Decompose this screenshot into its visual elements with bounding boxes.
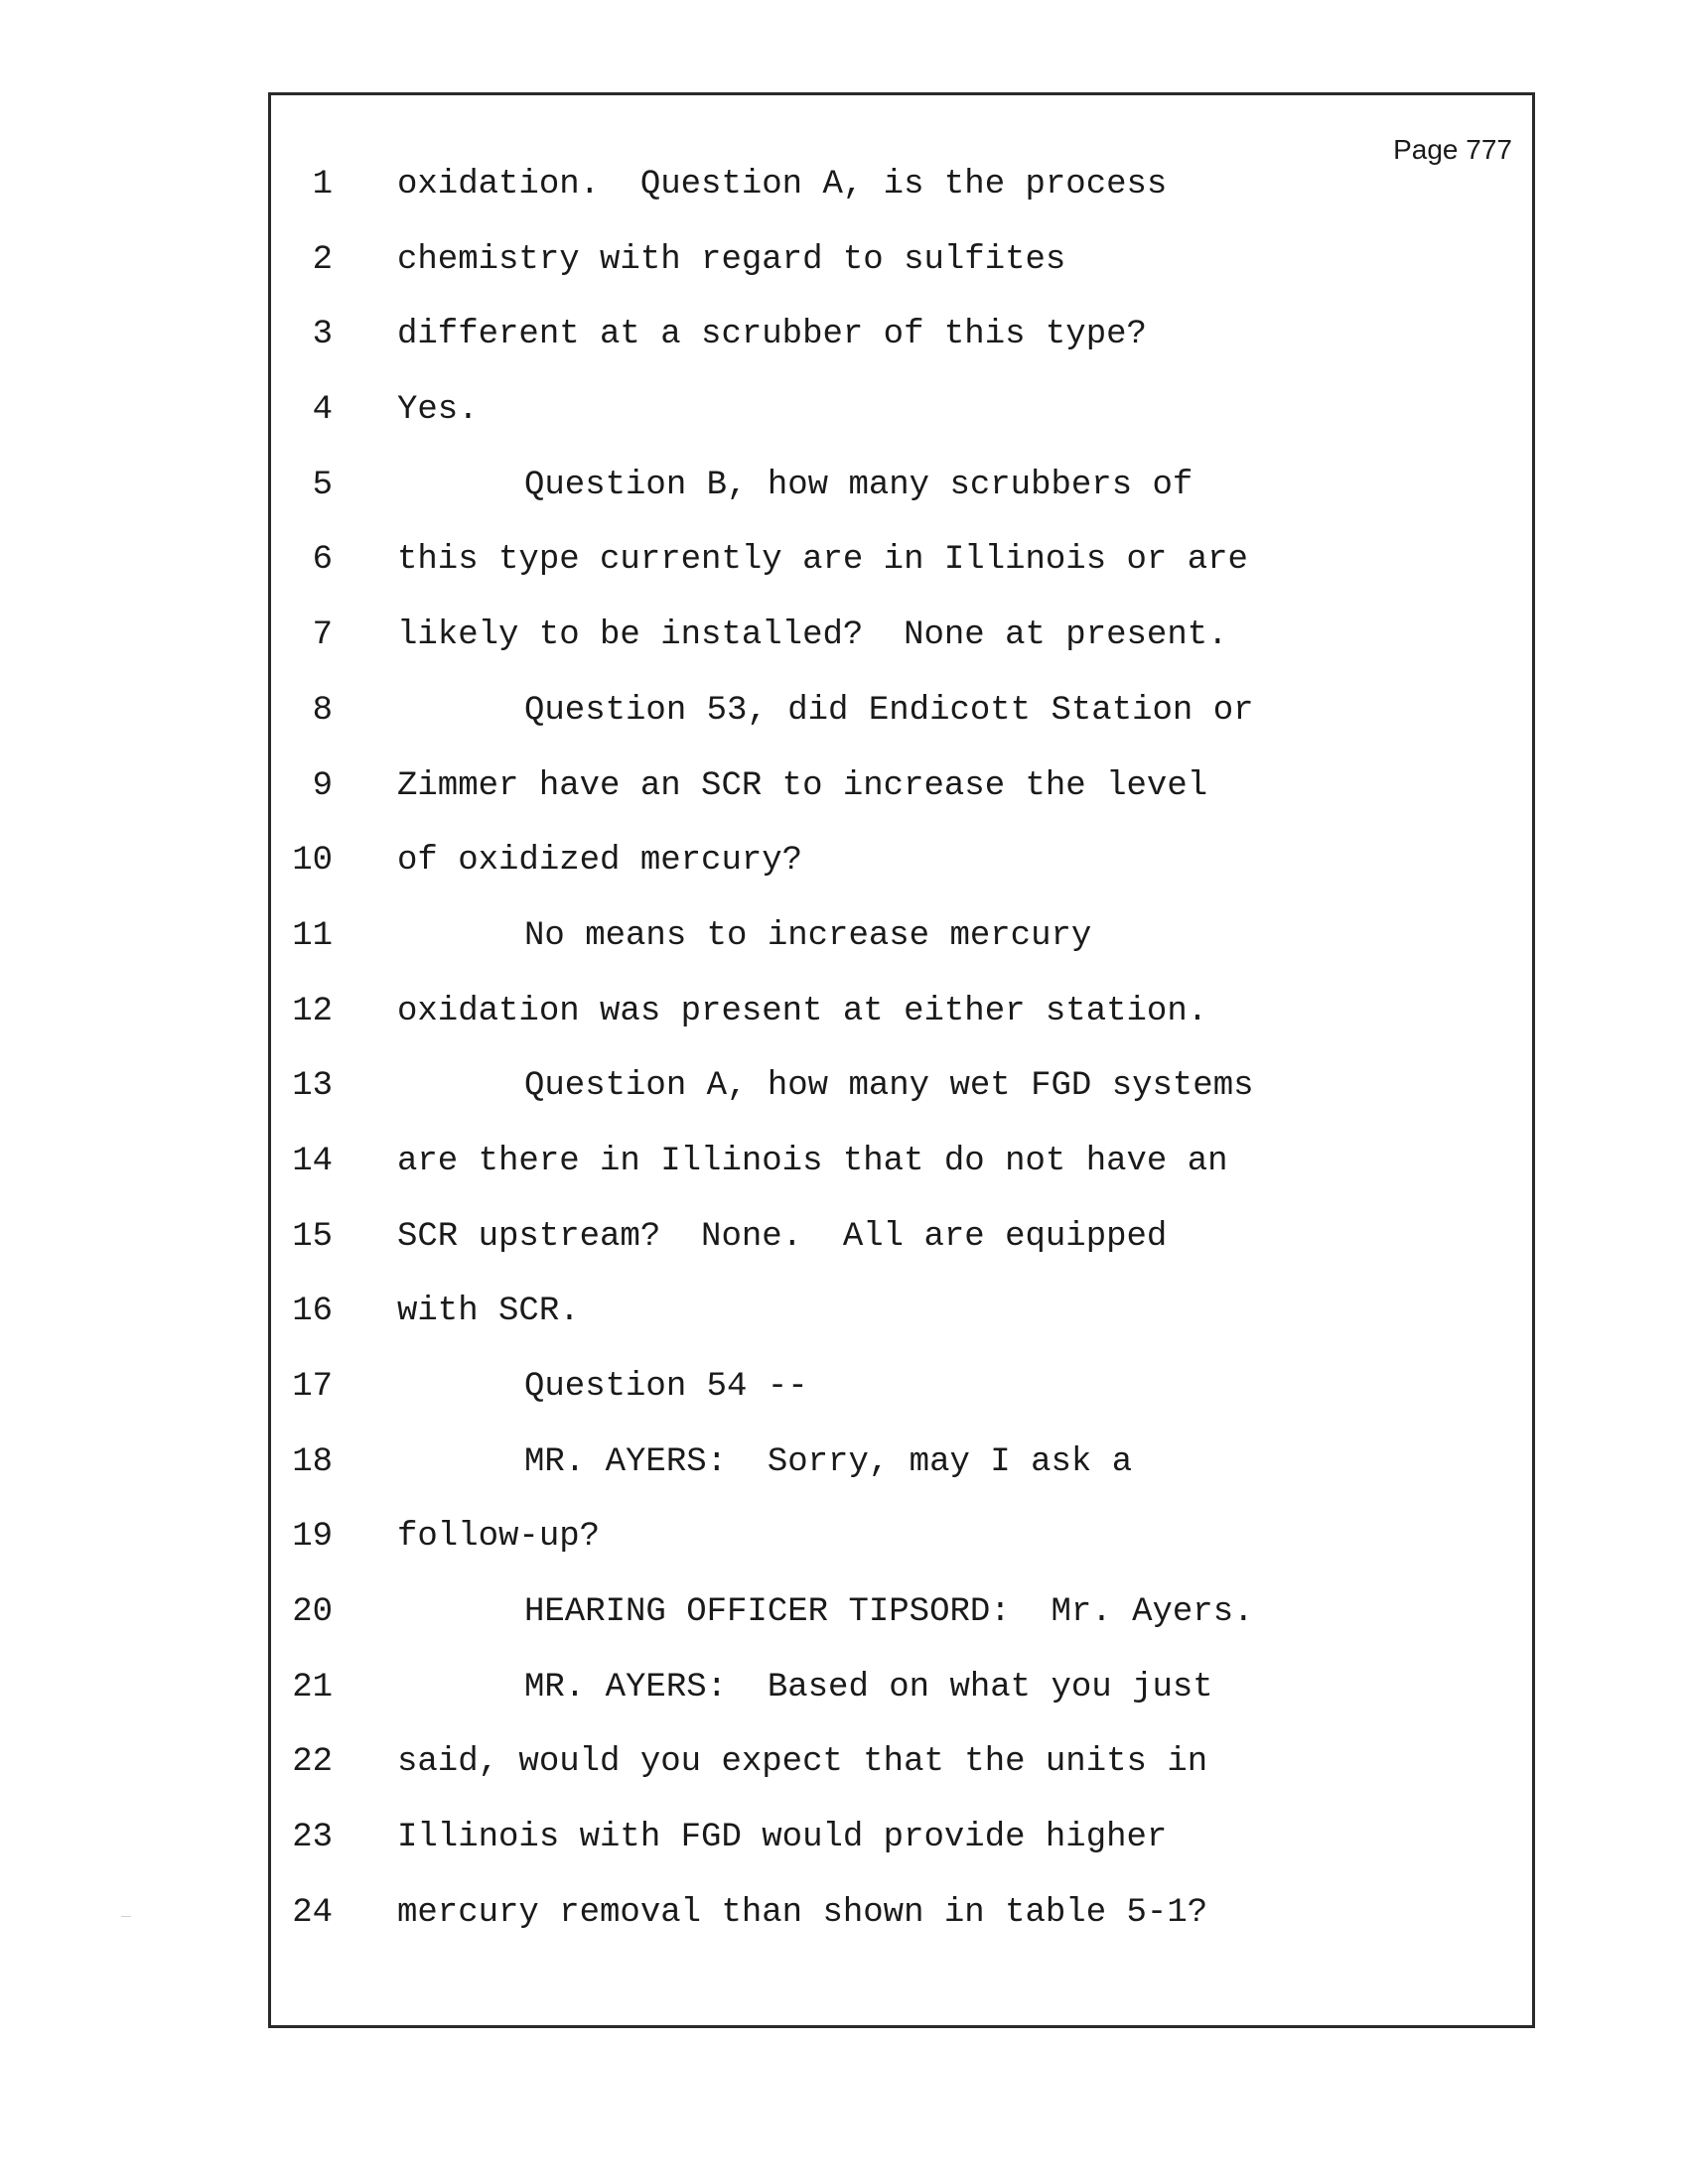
transcript-line	[271, 166, 1532, 241]
transcript-line	[271, 993, 1532, 1068]
line-text: Question 53, did Endicott Station or	[524, 691, 1254, 730]
line-text: Question A, how many wet FGD systems	[524, 1067, 1254, 1106]
transcript-line	[271, 1518, 1532, 1593]
line-text: chemistry with regard to sulfites	[397, 240, 1066, 279]
line-text: are there in Illinois that do not have an	[397, 1142, 1228, 1180]
transcript-line	[271, 1218, 1532, 1294]
line-number: 20	[292, 1593, 333, 1632]
line-number: 18	[292, 1442, 333, 1481]
line-text: this type currently are in Illinois or are	[397, 541, 1248, 580]
line-number: 14	[292, 1142, 333, 1180]
transcript-lines	[271, 166, 1532, 1970]
line-number: 6	[312, 541, 333, 580]
transcript-line	[271, 1067, 1532, 1143]
line-number: 23	[292, 1819, 333, 1857]
line-number: 7	[312, 616, 333, 655]
line-number: 16	[292, 1293, 333, 1331]
line-text: oxidation was present at either station.	[397, 992, 1208, 1030]
line-number: 8	[312, 691, 333, 730]
line-text: Illinois with FGD would provide higher	[397, 1819, 1168, 1857]
line-text: SCR upstream? None. All are equipped	[397, 1217, 1168, 1256]
transcript-line	[271, 541, 1532, 616]
transcript-line	[271, 842, 1532, 917]
line-number: 4	[312, 391, 333, 430]
transcript-line	[271, 917, 1532, 993]
line-number: 2	[312, 240, 333, 279]
line-text: MR. AYERS: Based on what you just	[524, 1668, 1213, 1706]
line-text: with SCR.	[397, 1293, 580, 1331]
line-number: 21	[292, 1668, 333, 1706]
line-number: 10	[292, 842, 333, 881]
line-number: 19	[292, 1518, 333, 1557]
transcript-line	[271, 1894, 1532, 1970]
transcript-line	[271, 1669, 1532, 1744]
transcript-line	[271, 1143, 1532, 1218]
line-text: oxidation. Question A, is the process	[397, 166, 1168, 204]
transcript-line	[271, 316, 1532, 391]
line-number: 22	[292, 1743, 333, 1782]
line-number: 24	[292, 1893, 333, 1932]
line-text: of oxidized mercury?	[397, 842, 803, 881]
line-number: 11	[292, 916, 333, 955]
line-text: Zimmer have an SCR to increase the level	[397, 766, 1208, 805]
line-number: 1	[312, 166, 333, 204]
line-text: mercury removal than shown in table 5-1?	[397, 1893, 1208, 1932]
transcript-page	[268, 92, 1535, 2028]
transcript-line	[271, 1368, 1532, 1443]
transcript-line	[271, 391, 1532, 467]
transcript-line	[271, 1819, 1532, 1894]
transcript-line	[271, 241, 1532, 317]
scan-mark	[121, 1916, 131, 1917]
line-number: 5	[312, 466, 333, 504]
transcript-line	[271, 1593, 1532, 1669]
line-text: Yes.	[397, 391, 479, 430]
line-text: said, would you expect that the units in	[397, 1743, 1208, 1782]
line-text: Question 54 --	[524, 1368, 808, 1406]
line-text: Question B, how many scrubbers of	[524, 466, 1193, 504]
transcript-line	[271, 1293, 1532, 1368]
line-number: 17	[292, 1368, 333, 1406]
transcript-line	[271, 616, 1532, 692]
transcript-line	[271, 1743, 1532, 1819]
line-text: different at a scrubber of this type?	[397, 316, 1147, 354]
line-text: MR. AYERS: Sorry, may I ask a	[524, 1442, 1133, 1481]
line-text: No means to increase mercury	[524, 916, 1092, 955]
transcript-line	[271, 1443, 1532, 1519]
transcript-line	[271, 467, 1532, 542]
line-number: 15	[292, 1217, 333, 1256]
transcript-line	[271, 767, 1532, 843]
line-number: 3	[312, 316, 333, 354]
transcript-line	[271, 692, 1532, 767]
line-text: follow-up?	[397, 1518, 601, 1557]
line-number: 12	[292, 992, 333, 1030]
line-text: likely to be installed? None at present.	[397, 616, 1228, 655]
line-number: 9	[312, 766, 333, 805]
line-text: HEARING OFFICER TIPSORD: Mr. Ayers.	[524, 1593, 1254, 1632]
line-number: 13	[292, 1067, 333, 1106]
page-number: Page 777	[1393, 134, 1512, 165]
